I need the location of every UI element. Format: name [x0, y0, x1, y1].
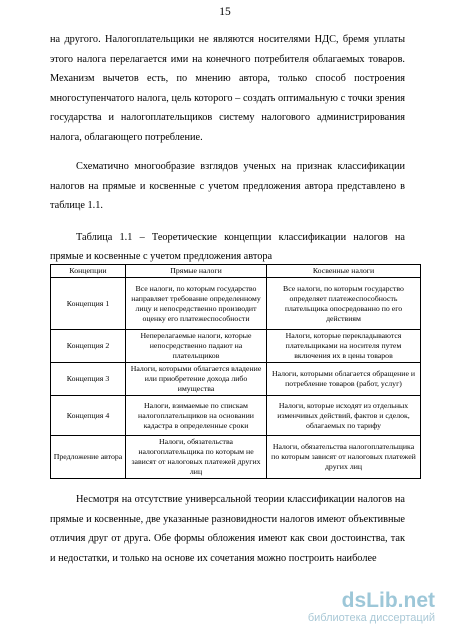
concept-cell: Концепция 4	[51, 396, 126, 436]
table-row	[51, 363, 421, 396]
indirect-cell: Налоги, которые исходят из отдельных изменчивых действий, фактов и сделок, облагаемых по тарифу	[267, 396, 421, 436]
table-row	[51, 278, 421, 330]
header-concepts: Концепции	[51, 265, 126, 278]
table-row	[51, 330, 421, 363]
direct-cell: Неперелагаемые налоги, которые непосредственно падают на плательщиков	[126, 330, 267, 363]
table-caption: Таблица 1.1 – Теоретические концепции классификации налогов на прямые и косвенные с учетом предложения автора	[50, 232, 405, 262]
header-indirect-taxes: Косвенные налоги	[267, 265, 421, 278]
concept-cell: Концепция 3	[51, 363, 126, 396]
classification-table	[50, 264, 421, 479]
direct-cell: Налоги, которыми облагается владение или приобретение дохода либо имущества	[126, 363, 267, 396]
paragraph-continuation: на другого. Налогоплательщики не являются носителями НДС, бремя уплаты этого налога перелагается ими на конечного потребителя облагаемых товаров. Механизм вычетов есть, по мнению автора, только способ построения многоступенчатого налога, цель которого – создать оптимальную с точки зрения государства и налогоплательщиков систему налогового администрирования налога, облагающего потребление.	[50, 34, 405, 143]
direct-cell: Все налоги, по которым государство направляет требование определенному лицу и непосредственно производит оценку его платежеспособности	[126, 278, 267, 330]
header-direct-taxes: Прямые налоги	[126, 265, 267, 278]
paragraph-classification-intro: Схематично многообразие взглядов ученых на признак классификации налогов на прямые и косвенные с учетом предложения автора представлено в таблице 1.1.	[50, 161, 405, 211]
watermark-logo: dsLib.net	[341, 589, 435, 612]
concept-cell: Концепция 1	[51, 278, 126, 330]
paragraph-conclusion: Несмотря на отсутствие универсальной теории классификации налогов на прямые и косвенные, две указанные разновидности налогов имеют объективные отличия друг от друга. Обе формы обложения имеют как свои достоинства, так и недостатки, и только на основе их сочетания можно построить наиболее	[50, 494, 405, 564]
concept-cell: Предложение автора	[51, 436, 126, 479]
watermark	[308, 590, 435, 625]
indirect-cell: Налоги, которыми облагается обращение и потребление товаров (работ, услуг)	[267, 363, 421, 396]
direct-cell: Налоги, взимаемые по спискам налогоплательщиков на основании кадастра в определенные сроки	[126, 396, 267, 436]
direct-cell: Налоги, обязательства налогоплательщика по которым не зависят от налоговых платежей других лиц	[126, 436, 267, 479]
page-number: 15	[219, 6, 231, 18]
indirect-cell: Все налоги, по которым государство определяет платежеспособность плательщика опосредованно по его действиям	[267, 278, 421, 330]
table-row	[51, 396, 421, 436]
table-header-row	[51, 265, 421, 278]
watermark-subtitle: библиотека диссертаций	[307, 612, 435, 624]
concept-cell: Концепция 2	[51, 330, 126, 363]
indirect-cell: Налоги, которые перекладываются плательщиками на носителя путем включения их в цены товаров	[267, 330, 421, 363]
table-row	[51, 436, 421, 479]
indirect-cell: Налоги, обязательства налогоплательщика по которым зависят от налоговых платежей других лиц	[267, 436, 421, 479]
